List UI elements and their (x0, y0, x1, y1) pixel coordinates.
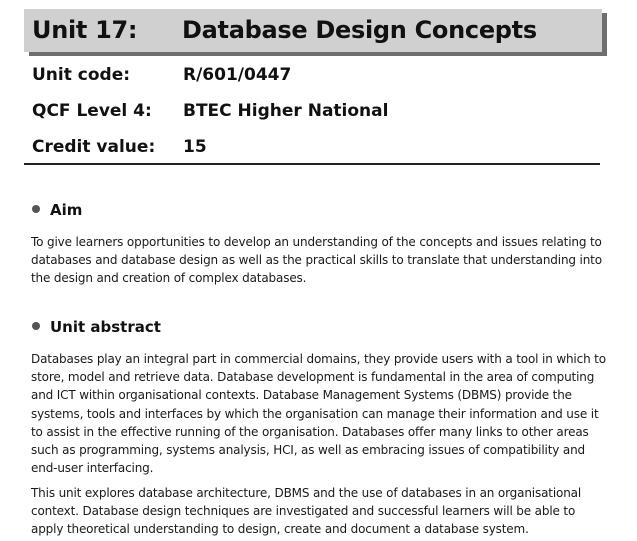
bullet-icon (32, 322, 40, 330)
bullet-icon (32, 205, 40, 213)
aim-paragraph: To give learners opportunities to develop an understanding of the concepts and issues relating to databases and database design as well as the practical skills to translate that understanding into the design and creation of complex databases. (31, 235, 602, 286)
meta-value-credit-value: 15 (183, 137, 207, 157)
meta-value-unit-code: R/601/0447 (183, 65, 292, 85)
meta-label-unit-code: Unit code: (32, 65, 131, 85)
section-divider (24, 163, 600, 165)
unit-number: Unit 17: (32, 16, 138, 44)
abstract-heading (32, 316, 161, 338)
abstract-paragraph-2: This unit explores database architecture, DBMS and the use of databases in an organisational context. Database design techniques are investigated and successful learners will be able to apply theoretical understanding to design, create and document a database system. (31, 486, 582, 537)
unit-title: Database Design Concepts (182, 16, 537, 44)
meta-label-qcf-level: QCF Level 4: (32, 101, 152, 121)
abstract-paragraph-1: Databases play an integral part in commercial domains, they provide users with a tool in which to store, model and retrieve data. Database development is fundamental in the area of computing and ICT within organisational contexts. Database Management Systems (DBMS) provide the systems, tools and interfaces by which the organisation can manage their information and use it to assist in the effective running of the organisation. Databases offer many links to other areas such as programming, systems analysis, HCI, as well as embracing issues of compatibility and end-user interfacing. (31, 352, 606, 476)
unit-title-bar (24, 9, 602, 52)
meta-label-credit-value: Credit value: (32, 137, 156, 157)
aim-heading-text: Aim (50, 201, 83, 219)
abstract-heading-text: Unit abstract (50, 318, 161, 336)
aim-heading (32, 199, 82, 221)
meta-value-qcf-level: BTEC Higher National (183, 101, 389, 121)
